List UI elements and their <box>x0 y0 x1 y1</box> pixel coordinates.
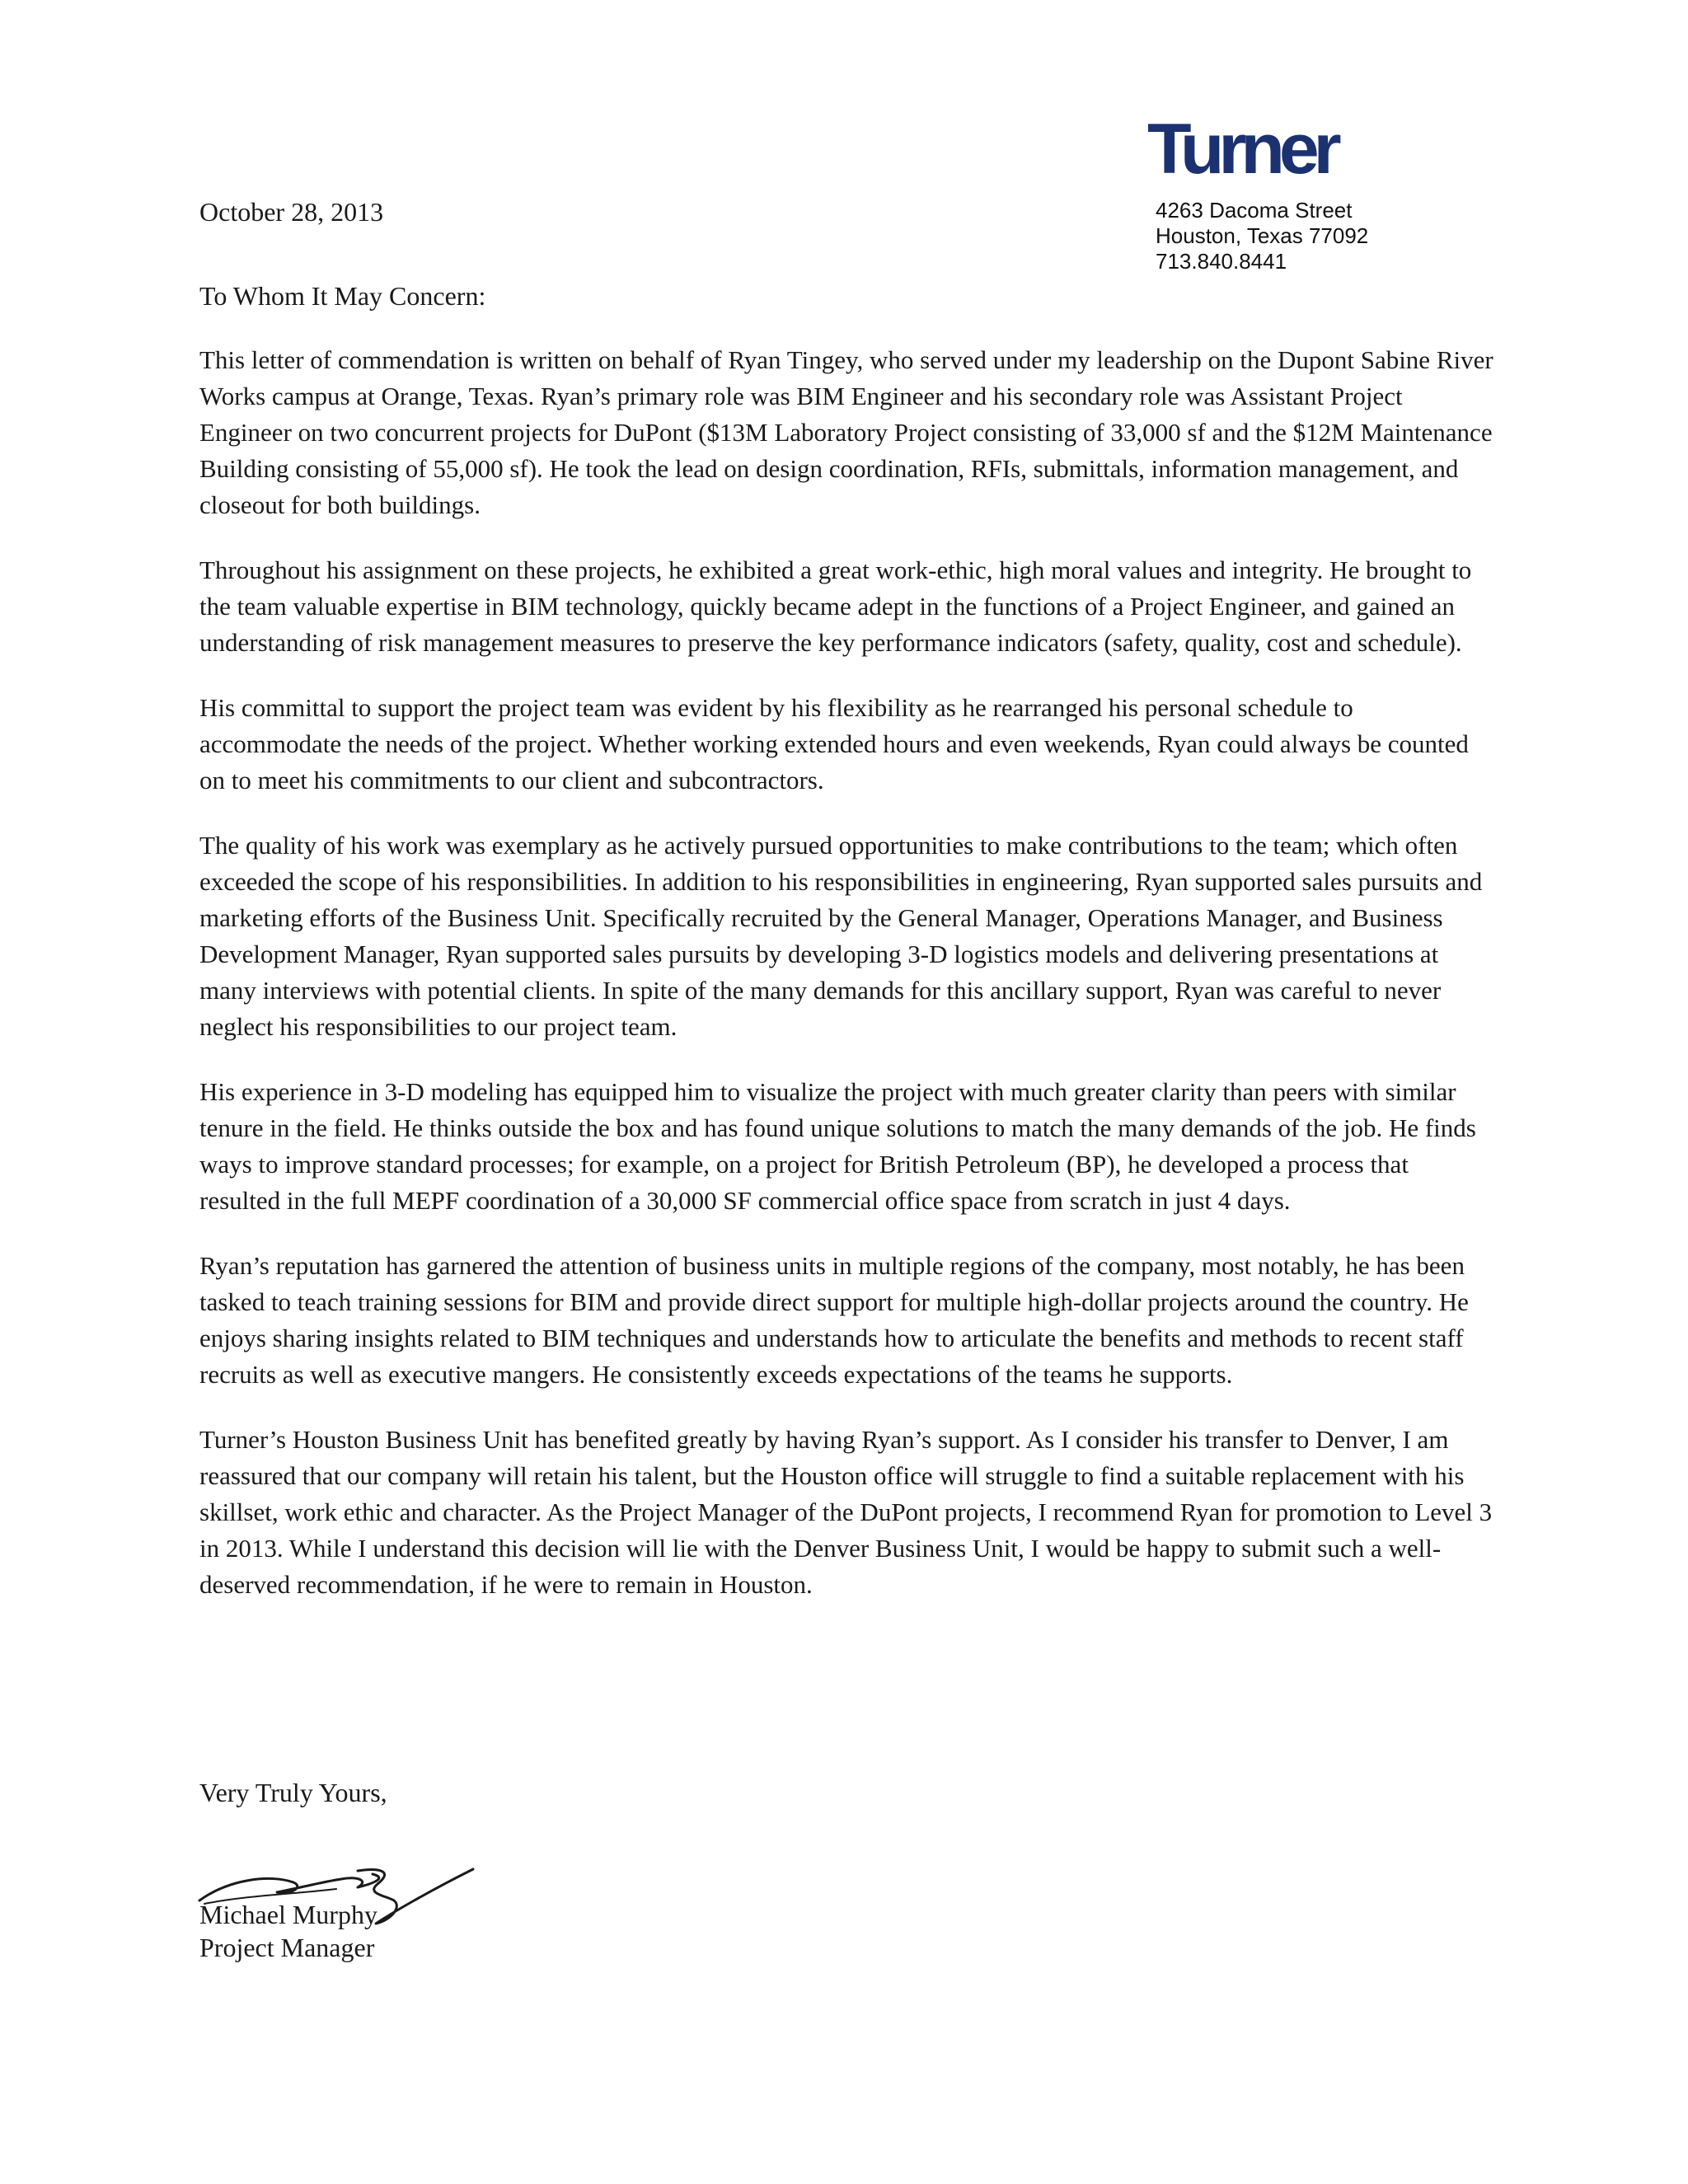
body-paragraph: His experience in 3-D modeling has equipped him to visualize the project with much greater clarity than peers with similar tenure in the field. He thinks outside the box and has found unique solutions to match the many demands of the job. He finds ways to improve standard processes; for example, on a project for British Petroleum (BP), he developed a process that resulted in the full MEPF coordination of a 30,000 SF commercial office space from scratch in just 4 days. <box>199 1077 1476 1215</box>
closing: Very Truly Yours, <box>199 1778 387 1807</box>
body-paragraph: The quality of his work was exemplary as he actively pursued opportunities to make contributions to the team; which often exceeded the scope of his responsibilities. In addition to his responsibilities in engineering, Ryan supported sales pursuits and marketing efforts of the Business Unit. Specifically recruited by the General Manager, Operations Manager, and Business Development Manager, Ryan supported sales pursuits by developing 3-D logistics models and delivering presentations at many interviews with potential clients. In spite of the many demands for this ancillary support, Ryan was careful to never neglect his responsibilities to our project team. <box>199 831 1483 1041</box>
body-paragraph: Ryan’s reputation has garnered the attention of business units in multiple regions of the company, most notably, he has been tasked to teach training sessions for BIM and provide direct support for multiple high-dollar projects around the country. He enjoys sharing insights related to BIM techniques and understands how to articulate the benefits and methods to recent staff recruits as well as executive mangers. He consistently exceeds expectations of the teams he supports. <box>199 1251 1469 1389</box>
company-address <box>1156 198 1368 274</box>
letter-body <box>199 342 1493 1632</box>
body-paragraph: This letter of commendation is written on behalf of Ryan Tingey, who served under my leadership on the Dupont Sabine River Works campus at Orange, Texas. Ryan’s primary role was BIM Engineer and his secondary role was Assistant Project Engineer on two concurrent projects for DuPont ($13M Laboratory Project consisting of 33,000 sf and the $12M Maintenance Building consisting of 55,000 sf). He took the lead on design coordination, RFIs, submittals, information management, and closeout for both buildings. <box>199 345 1493 519</box>
address-city: Houston, Texas 77092 <box>1156 223 1369 248</box>
body-paragraph: Turner’s Houston Business Unit has benefited greatly by having Ryan’s support. As I consider his transfer to Denver, I am reassured that our company will retain his talent, but the Houston office will struggle to find a suitable replacement with his skillset, work ethic and character. As the Project Manager of the DuPont projects, I recommend Ryan for promotion to Level 3 in 2013. While I understand this decision will lie with the Denver Business Unit, I would be happy to submit such a well-deserved recommendation, if he were to remain in Houston. <box>199 1425 1493 1599</box>
signer-block <box>199 1898 377 1964</box>
signer-name: Michael Murphy <box>199 1900 377 1929</box>
body-paragraph: Throughout his assignment on these projects, he exhibited a great work-ethic, high moral values and integrity. He brought to the team valuable expertise in BIM technology, quickly became adept in the functions of a Project Engineer, and gained an understanding of risk management measures to preserve the key performance indicators (safety, quality, cost and schedule). <box>199 555 1472 657</box>
letter-date: October 28, 2013 <box>199 197 384 227</box>
address-street: 4263 Dacoma Street <box>1156 198 1353 223</box>
address-phone: 713.840.8441 <box>1156 249 1287 274</box>
turner-logo: Turner <box>1147 110 1336 189</box>
signer-title: Project Manager <box>199 1933 375 1962</box>
body-paragraph: His committal to support the project team was evident by his flexibility as he rearranged his personal schedule to accommodate the needs of the project. Whether working extended hours and even weekends, Ryan could always be counted on to meet his commitments to our client and subcontractors. <box>199 693 1469 794</box>
salutation: To Whom It May Concern: <box>199 281 486 311</box>
